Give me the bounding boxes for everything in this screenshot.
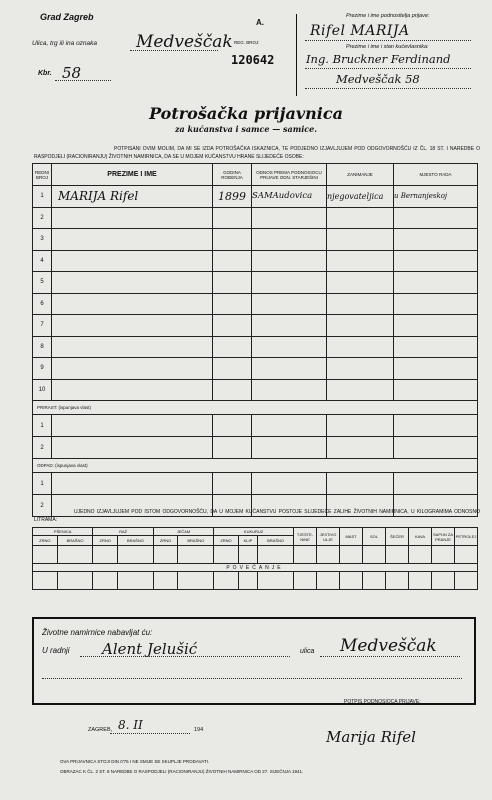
prirast-row-number: 1 bbox=[33, 415, 52, 437]
owner-label: Prezime i ime i stan kućevlasnika: bbox=[346, 44, 429, 50]
footer-note-price: OVA PRIJAVNICA STOJI DIN 0'75 I NE SMIJE SE SKUPLJE PRODAVATI. bbox=[60, 759, 210, 764]
row-workplace bbox=[394, 272, 478, 294]
col-zanimanje: ZANIMANJE bbox=[327, 164, 394, 186]
stock-group-kukuruz: KUKURUZ bbox=[214, 528, 294, 536]
row-name bbox=[52, 336, 213, 358]
row-name bbox=[52, 315, 213, 337]
stock-mast: MAST bbox=[340, 528, 363, 546]
stock-table bbox=[32, 527, 478, 590]
table-row bbox=[33, 207, 478, 229]
row-number: 2 bbox=[33, 207, 52, 229]
form-subtitle: za kućanstva i samce — samice. bbox=[174, 124, 317, 134]
row-occupation bbox=[327, 272, 394, 294]
stock-sub: BRAŠNO bbox=[118, 536, 154, 546]
stock-sol: SOL bbox=[363, 528, 386, 546]
row-name bbox=[52, 272, 213, 294]
row-number: 7 bbox=[33, 315, 52, 337]
row-relation bbox=[252, 336, 327, 358]
table-row bbox=[33, 250, 478, 272]
footer-note-regulation: OBRAZAC K ČL. 2 ST. 8 NAREDBE O RASPODJELI (RACIONIRANJU) ŽIVOTNIH NAMIRNICA OD 27. SIJEČNJA 1941. bbox=[60, 769, 304, 774]
row-relation bbox=[252, 272, 327, 294]
row-occupation bbox=[327, 229, 394, 251]
row-workplace bbox=[394, 379, 478, 401]
povecanje-label: POVEĆANJE bbox=[33, 564, 478, 572]
prirast-label: PRIRAST: (ispunjava vlast) bbox=[33, 401, 478, 415]
stock-tjestenine: TJESTE-NINE bbox=[294, 528, 317, 546]
table-row bbox=[33, 272, 478, 294]
row-number: 4 bbox=[33, 250, 52, 272]
row-relation bbox=[252, 358, 327, 380]
row-occupation bbox=[327, 315, 394, 337]
row-relation bbox=[252, 229, 327, 251]
table-row bbox=[33, 293, 478, 315]
shop-value: Alent Jelušić bbox=[102, 640, 198, 658]
row-year bbox=[213, 229, 252, 251]
intro-text: POTPISANI OVIM MOLIM, DA MI SE IZDA POTROŠAČKA ISKAZNICA, TE PODJEDNO IZJAVLJUJEM POD ODGOVORNOŠĆU IZ ČL. 18 ST. I NAREDBE O RASPODJELI (RACIONIRANJU) ŽIVOTNIH NAMIRNICA, DA SE U MOJEM KUĆANSTVU HRANE SLIJEDEĆE OSOBE: bbox=[34, 146, 480, 160]
row-workplace bbox=[394, 293, 478, 315]
odpad-row-number: 1 bbox=[33, 473, 52, 495]
reg-broj-value: 120642 bbox=[231, 53, 275, 67]
row-workplace bbox=[394, 358, 478, 380]
row-occupation bbox=[327, 250, 394, 272]
footer-city: ZAGREB, bbox=[88, 727, 113, 733]
signature-label: POTPIS PODNOSIOCA PRIJAVE: bbox=[344, 699, 421, 705]
table-row bbox=[33, 358, 478, 380]
stock-sub: ZRNO bbox=[33, 536, 58, 546]
stock-sub: KLIP bbox=[238, 536, 257, 546]
row-workplace bbox=[394, 336, 478, 358]
stock-sub: ZRNO bbox=[214, 536, 239, 546]
odpad-row-number: 2 bbox=[33, 495, 52, 517]
row-number: 9 bbox=[33, 358, 52, 380]
odpad-label: ODPAD: (ispunjava vlast) bbox=[33, 459, 478, 473]
row-relation bbox=[252, 379, 327, 401]
row-number: 5 bbox=[33, 272, 52, 294]
stock-group-raz: RAŽ bbox=[93, 528, 153, 536]
row-occupation bbox=[327, 336, 394, 358]
form-letter: A. bbox=[256, 18, 264, 27]
applicant-label: Prezime i ime podnositelja prijave: bbox=[346, 13, 430, 19]
row-name: MARIJA Rifel bbox=[52, 186, 213, 208]
row-name bbox=[52, 358, 213, 380]
row-workplace: u Bernanjeskoj bbox=[394, 186, 478, 208]
row-name bbox=[52, 207, 213, 229]
table-row bbox=[33, 229, 478, 251]
purchase-street-value: Medveščak bbox=[340, 636, 437, 656]
street-label: Ulica, trg ili ina oznaka bbox=[32, 40, 98, 47]
row-name bbox=[52, 250, 213, 272]
row-year: 1899 bbox=[213, 186, 252, 208]
applicant-value: Rifel MARIJA bbox=[310, 23, 410, 39]
stock-group-jecam: JEČAM bbox=[153, 528, 213, 536]
table-row bbox=[33, 379, 478, 401]
stock-group-psenica: PŠENICA bbox=[33, 528, 93, 536]
stock-sapun: SAPUN ZA PRANJE bbox=[432, 528, 455, 546]
stock-ulje: JESTIVO ULJE bbox=[317, 528, 340, 546]
row-workplace bbox=[394, 229, 478, 251]
stock-sub: BRAŠNO bbox=[258, 536, 294, 546]
row-name bbox=[52, 379, 213, 401]
row-year bbox=[213, 336, 252, 358]
row-number: 10 bbox=[33, 379, 52, 401]
col-godina: GODINA ROĐENJA bbox=[213, 164, 252, 186]
row-relation: SAMAudovica bbox=[252, 186, 327, 208]
row-year bbox=[213, 272, 252, 294]
stock-kava: KAVA bbox=[409, 528, 432, 546]
table-row bbox=[33, 186, 478, 208]
row-number: 1 bbox=[33, 186, 52, 208]
row-year bbox=[213, 379, 252, 401]
row-number: 6 bbox=[33, 293, 52, 315]
col-mjesto-rada: MJESTO RADA bbox=[394, 164, 478, 186]
row-relation bbox=[252, 250, 327, 272]
persons-table-header bbox=[33, 164, 478, 186]
purchase-street-label: ulica bbox=[300, 648, 315, 655]
row-year bbox=[213, 250, 252, 272]
row-name bbox=[52, 229, 213, 251]
row-number: 3 bbox=[33, 229, 52, 251]
row-workplace bbox=[394, 207, 478, 229]
col-name: PREZIME I IME bbox=[52, 164, 213, 186]
row-relation bbox=[252, 207, 327, 229]
row-occupation: njegovateljica bbox=[327, 186, 394, 208]
col-odnos: ODNOS PREMA PODNOSIOCU PRIJAVE ODN. STARJEŠINI bbox=[252, 164, 327, 186]
row-workplace bbox=[394, 250, 478, 272]
stock-sub: BRAŠNO bbox=[178, 536, 214, 546]
purchase-label: Životne namirnice nabavljat ću: bbox=[42, 628, 153, 637]
owner-address: Medveščak 58 bbox=[336, 72, 420, 86]
prirast-row-number: 2 bbox=[33, 437, 52, 459]
signature-value: Marija Rifel bbox=[326, 728, 416, 746]
row-year bbox=[213, 315, 252, 337]
stock-secer: ŠEĆER bbox=[386, 528, 409, 546]
reg-broj-label: REG. BROJ: bbox=[234, 40, 260, 45]
row-occupation bbox=[327, 207, 394, 229]
stock-text: UJEDNO IZJAVLJUJEM POD ISTOM ODGOVORNOŠĆU, DA U MOJEM KUĆANSTVU POSTOJE SLIJEDEĆE ZALIHE ŽIVOTNIH NAMIRNICA, U KILOGRAMIMA ODNOSNO LITRAMA: bbox=[34, 509, 480, 523]
footer-date: 8. II bbox=[118, 718, 143, 732]
form-title: Potrošačka prijavnica bbox=[149, 104, 343, 123]
row-workplace bbox=[394, 315, 478, 337]
stock-sub: ZRNO bbox=[93, 536, 118, 546]
city-label: Grad Zagreb bbox=[40, 12, 94, 22]
table-row bbox=[33, 315, 478, 337]
row-relation bbox=[252, 293, 327, 315]
street-value: Medveščak bbox=[136, 32, 233, 52]
stock-sub: ZRNO bbox=[153, 536, 178, 546]
shop-label: U radnji bbox=[42, 646, 70, 655]
row-occupation bbox=[327, 379, 394, 401]
row-name bbox=[52, 293, 213, 315]
row-year bbox=[213, 207, 252, 229]
owner-value: Ing. Bruckner Ferdinand bbox=[306, 52, 451, 66]
table-row bbox=[33, 336, 478, 358]
stock-sub: BRAŠNO bbox=[57, 536, 93, 546]
row-number: 8 bbox=[33, 336, 52, 358]
kbr-value: 58 bbox=[62, 64, 82, 82]
row-year bbox=[213, 358, 252, 380]
row-occupation bbox=[327, 358, 394, 380]
persons-table bbox=[32, 163, 478, 517]
footer-year: 194 bbox=[194, 727, 204, 733]
row-occupation bbox=[327, 293, 394, 315]
stock-petrolej: PETROLEJ bbox=[455, 528, 478, 546]
kbr-label: Kbr. bbox=[38, 70, 52, 77]
row-relation bbox=[252, 315, 327, 337]
row-year bbox=[213, 293, 252, 315]
col-redni-broj: REDNI BROJ bbox=[33, 164, 52, 186]
